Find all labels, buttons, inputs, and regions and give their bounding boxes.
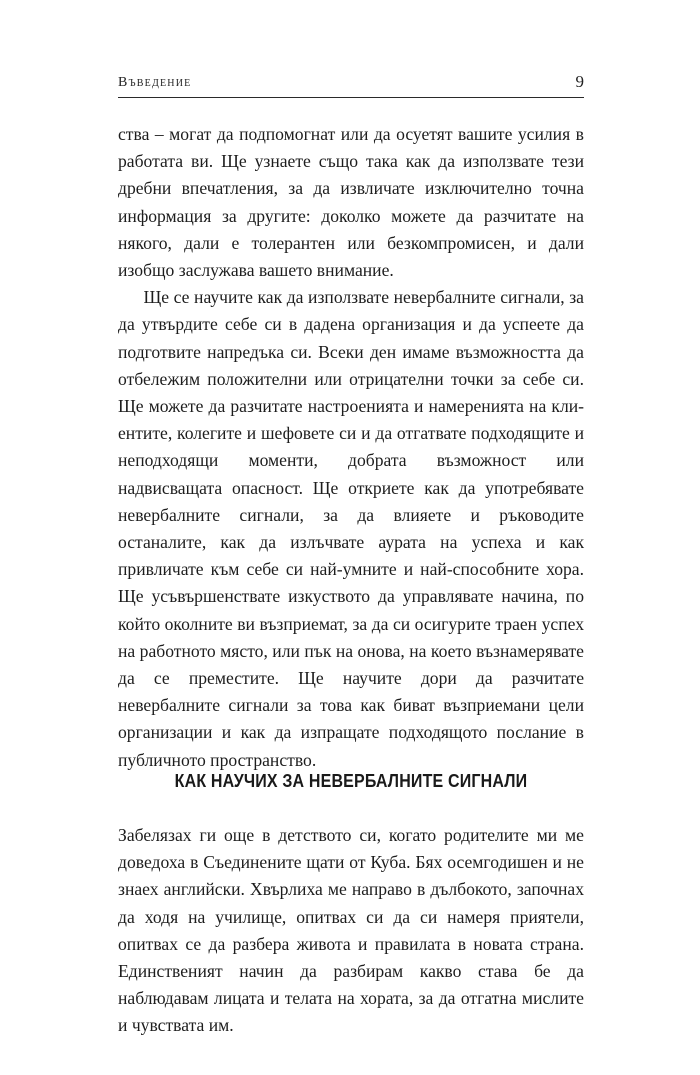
paragraph: Забелязах ги още в детството си, когато родителите ми ме доведоха в Съединените щати от Куба. Бях осемгодишен и не знаех английски. Хвърлиха ме направо в дълбокото, започнах да ходя на училище, опитвах си да си намеря приятели, опитвах се да разбера живота и правилата в новата страна. Единственият начин да разбирам какво става бе да наблюдавам лицата и телата на хората, за да отгатна мислите и чувствата им. — [118, 825, 584, 1036]
paragraph-continuation: ства – могат да подпомогнат или да осуетят вашите усилия в работата ви. Ще узнаете също така как да използвате тези дребни впечатления, за да извличате изключително точна информация за другите: доколко можете да разчитате на някого, дали е толерантен или безкомпромисен, и дали изобщо заслужава вашето внимание. — [118, 124, 584, 281]
paragraph: Ще се научите как да използвате невербалните сигнали, за да утвърдите себе си в дадена организация и да успеете да подготвите напредъка си. Всеки ден имаме възможността да отбележим положителни или отрицателни точки за себе си. Ще можете да разчитате настроенията и намеренията на клиентите, колегите и шефовете си и да отгатвате подходящите и неподходящи моменти, добрата възможност или надвисващата опасност. Ще откриете как да употребявате невербалните сигнали, за да влияете и ръководите останалите, как да излъчвате аурата на успеха и как привличате към себе си най-умните и най-способните хора. Ще усъвършенствате изкуството да управлявате начина, по който околните ви възприемат, за да си осигурите траен успех на работното място, или пък на онова, на което възнамерявате да се преместите. Ще научите дори да разчитате невербалните сигнали за това как биват възприемани цели организации и как да изпращате подходящото послание в публичното пространство. — [118, 287, 584, 770]
body-text-top — [118, 121, 584, 774]
body-text-section — [118, 822, 584, 1040]
running-title: Въведение — [118, 75, 192, 90]
page-number: 9 — [575, 72, 584, 91]
section-heading: КАК НАУЧИХ ЗА НЕВЕРБАЛНИТЕ СИГНАЛИ — [174, 770, 528, 791]
running-header — [118, 71, 584, 98]
